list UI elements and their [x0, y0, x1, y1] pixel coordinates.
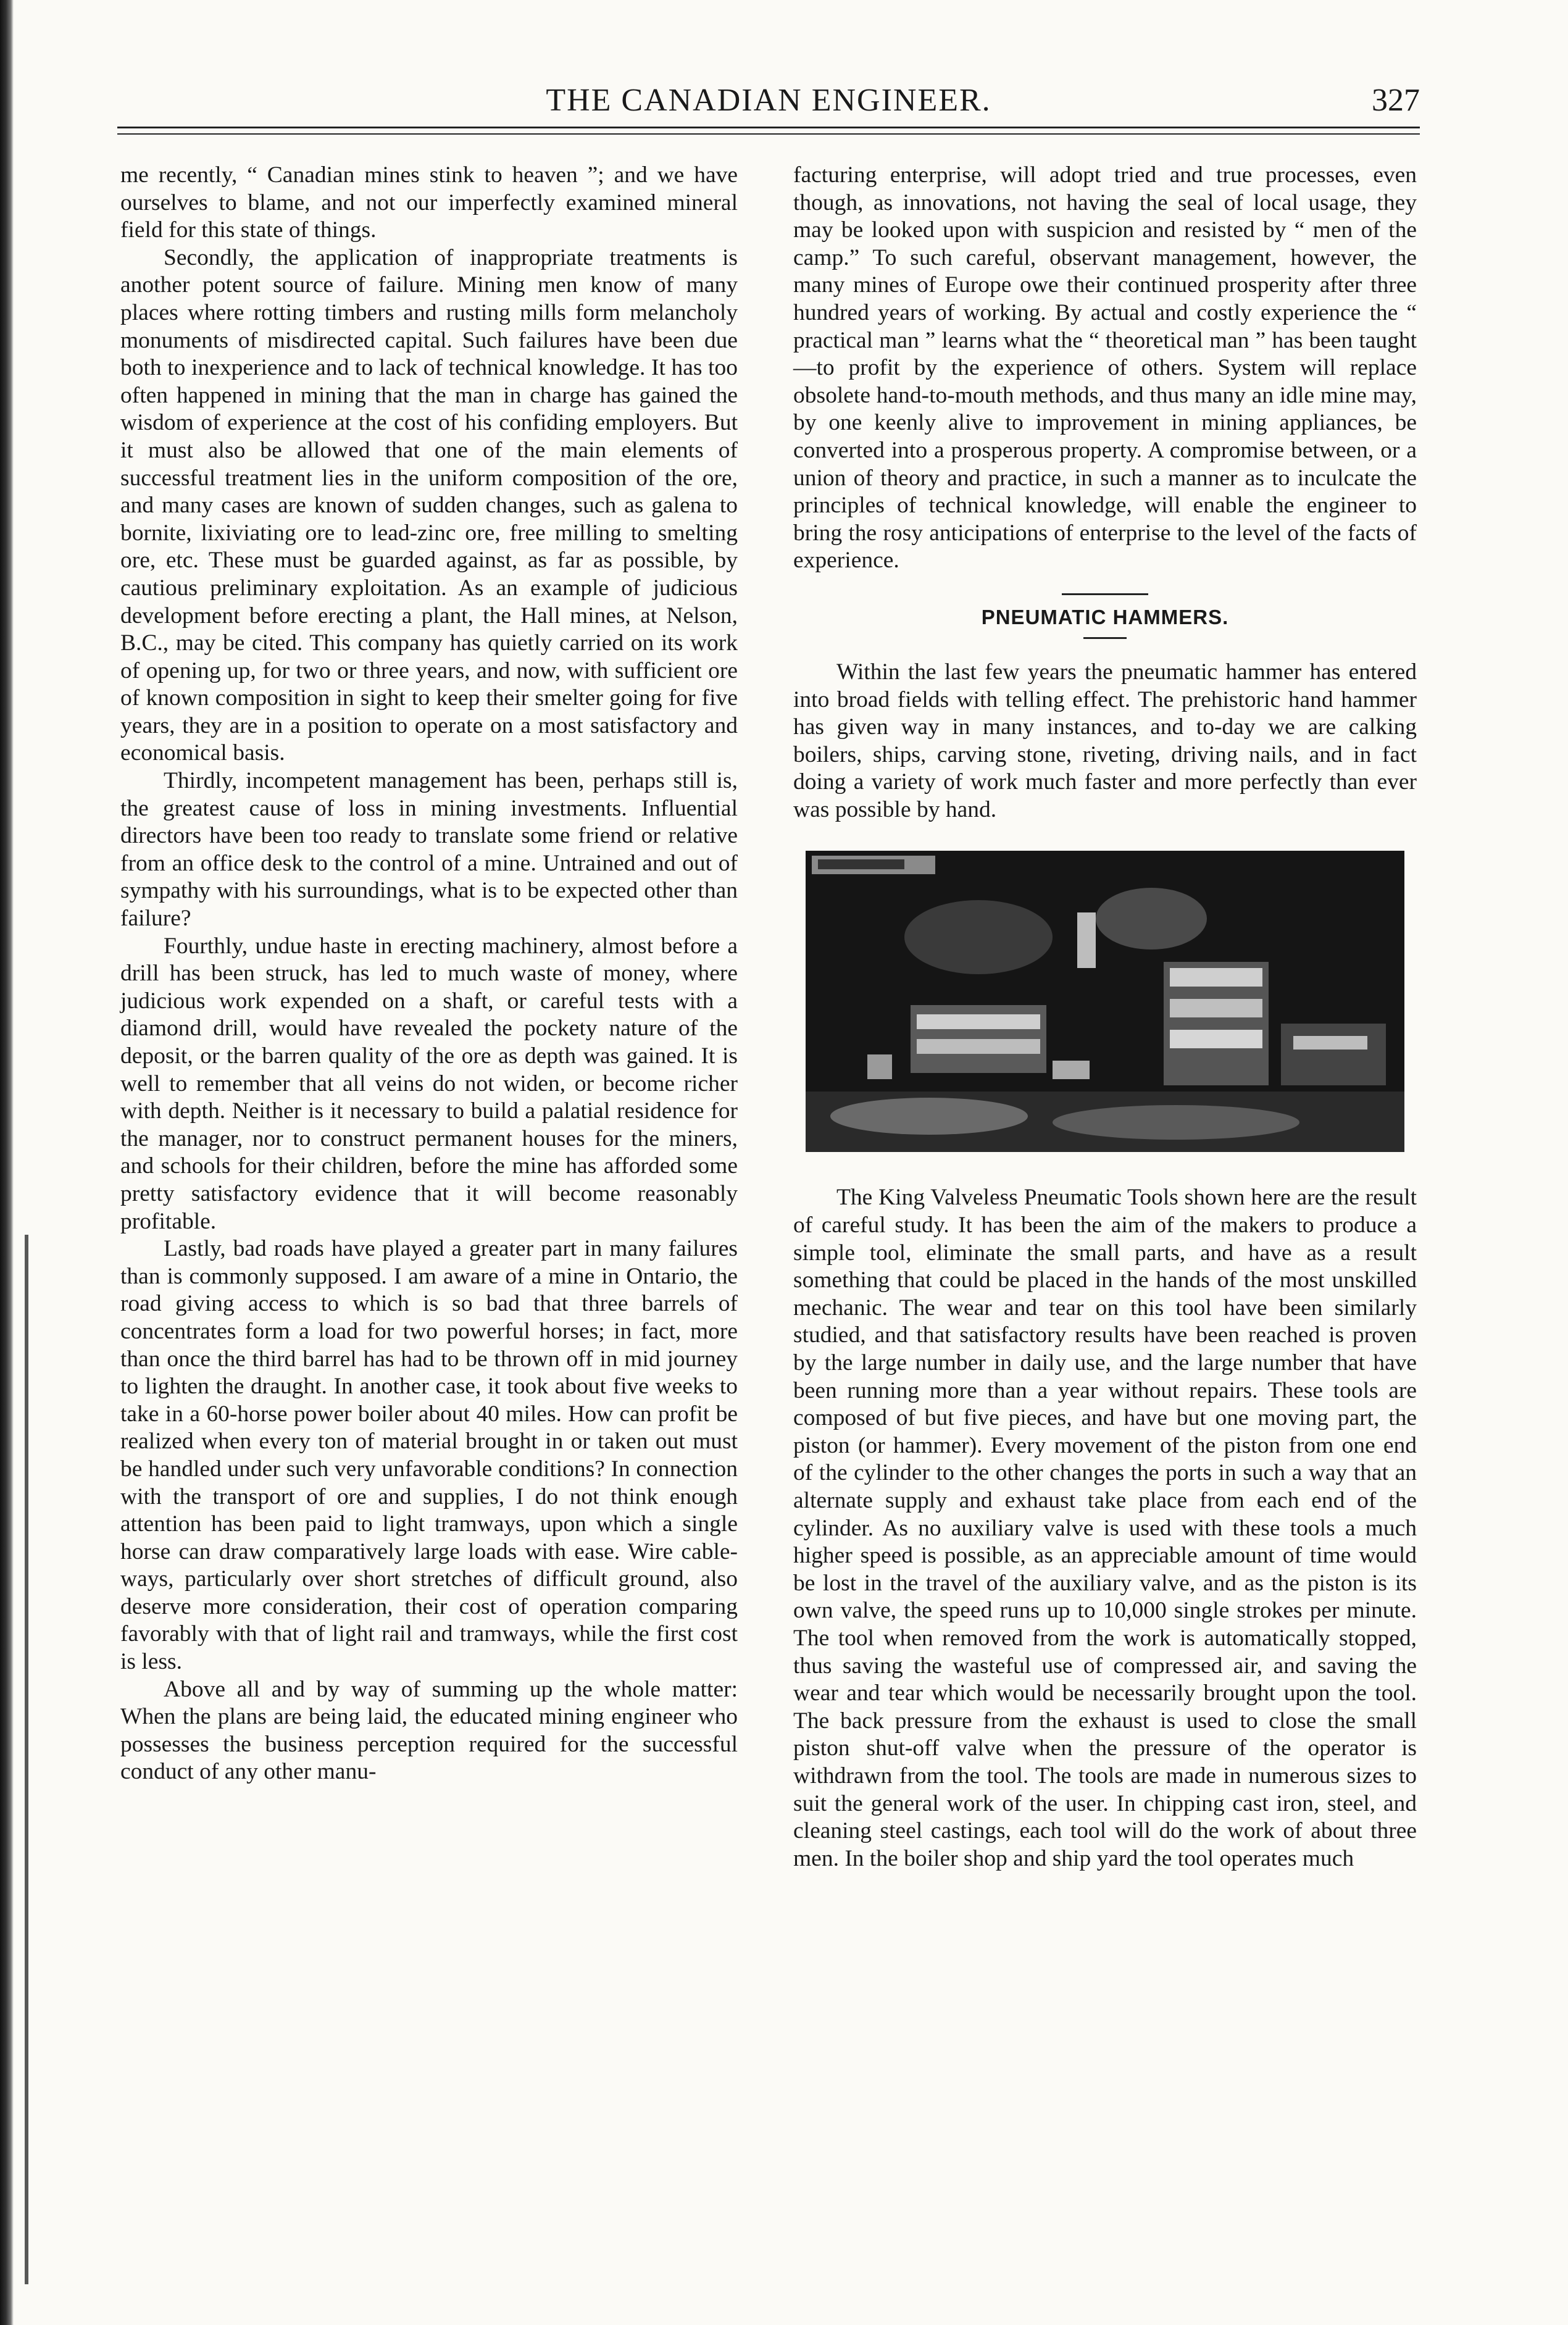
- paragraph: Above all and by way of summing up the whole matter: When the plans are being laid, the educated mining engineer who possesses the business perception required for the successful conduct of any other manu-: [120, 1676, 738, 1785]
- journal-title: THE CANADIAN ENGINEER.: [546, 83, 991, 118]
- paragraph: The King Valveless Pneumatic Tools shown here are the result of careful study. It has been the aim of the makers to produce a simple tool, eliminate the small parts, and have as a result something that could be placed in the hands of the most unskilled mechanic. The wear and tear on this tool have been similarly studied, and that satisfactory results have been reached is proven by the large number in daily use, and the large number that have been running more than a year without repairs. These tools are composed of but five pieces, and have but one moving part, the piston (or hammer). Every movement of the piston from one end of the cylinder to the other changes the ports in such a way that an alternate supply and exhaust take place from each end of the cylinder. As no auxiliary valve is used with these tools a much higher speed is possible, as an appreciable amount of time would be lost in the travel of the auxiliary valve, and as the piston is its own valve, the speed runs up to 10,000 single strokes per minute. The tool when removed from the work is automatically stopped, thus saving the wasteful use of compressed air, and saving the wear and tear which would be necessarily brought upon the tool. The back pressure from the exhaust is used to close the small piston shut-off valve when the pressure of the operator is withdrawn from the tool. The tools are made in numerous sizes to suit the general work of the user. In chipping cast iron, steel, and cleaning steel castings, each tool will do the work of about three men. In the boiler shop and ship yard the tool operates much: [793, 1185, 1417, 1871]
- paragraph: Within the last few years the pneumatic hammer has entered into broad fields with telling effect. The prehistoric hand hammer has given way in many instances, and to-day we are calking boilers, ships, carving stone, riveting, driving nails, and in fact doing a variety of work much faster and more perfectly than ever was possible by hand.: [793, 659, 1417, 822]
- paragraph: Thirdly, incompetent management has been, perhaps still is, the greatest cause of loss in mining investments. Influential directors have been too ready to translate some friend or relative from an office desk to the control of a mine. Untrained and out of sympathy with his surroundings, what is to be expected other than failure?: [120, 768, 738, 932]
- paragraph: Lastly, bad roads have played a greater part in many failures than is commonly supposed. I am aware of a mine in Ontario, the road giving access to which is so bad that three barrels of concentrates form a load for two powerful horses; in fact, more than once the third barrel has had to be thrown off in mid journey to lighten the draught. In another case, it took about five weeks to take in a 60-horse power boiler about 40 miles. How can profit be realized when every ton of material brought in or taken out must be handled under such very unfavorable conditions? In connection with the transport of ore and supplies, I do not think enough attention has been paid to light tramways, upon which a single horse can draw comparatively large loads with ease. Wire cable-ways, particularly over short stretches of difficult ground, also deserve more consideration, their cost of operation comparing favorably with that of light rail and tramways, while the first cost is less.: [120, 1236, 738, 1675]
- paragraph: me recently, “ Canadian mines stink to heaven ”; and we have ourselves to blame, and not our imperfectly examined mineral field for this state of things.: [120, 162, 738, 243]
- section-heading: PNEUMATIC HAMMERS.: [981, 605, 1229, 628]
- paragraph: facturing enterprise, will adopt tried and true processes, even though, as innovations, not having the seal of local usage, they may be looked upon with suspicion and resisted by “ men of the camp.” To such careful, observant management, however, the many mines of Europe owe their continued prosperity after three hundred years of working. By actual and costly experience the “ practical man ” learns what the “ theoretical man ” has been taught—to profit by the experience of others. System will replace obsolete hand-to-mouth methods, and thus many an idle mine may, by one keenly alive to improvement in mining appliances, be converted into a prosperous property. A compromise between, or a union of theory and practice, in such a manner as to inculcate the principles of technical knowledge, will enable the engineer to bring the rosy anticipations of enterprise to the level of the facts of experience.: [793, 162, 1417, 574]
- paragraph: Fourthly, undue haste in erecting machinery, almost before a drill has been struck, has led to much waste of money, where judicious work expended on a shaft, or careful tests with a diamond drill, would have revealed the pockety nature of the deposit, or the barren quality of the ore as depth was gained. It is well to remember that all veins do not widen, or become richer with depth. Neither is it necessary to build a palatial residence for the manager, nor to construct permanent houses for the miners, and schools for their children, before the mine has afforded some pretty satisfactory evidence that it will become reasonably profitable.: [120, 933, 738, 1234]
- scan-edge: [0, 0, 14, 2325]
- header-rule-bottom: [117, 133, 1420, 135]
- page-number: 327: [1372, 83, 1420, 118]
- left-column: [120, 162, 738, 1786]
- section-divider: [1062, 593, 1148, 595]
- section-divider: [1083, 637, 1127, 639]
- right-column: [793, 162, 1417, 1872]
- page-header: [117, 79, 1420, 122]
- paragraph: Secondly, the application of inappropriate treatments is another potent source of failure. Mining men know of many places where rotting timbers and rusting mills form melancholy monuments of misdirected capital. Such failures have been due both to inexperience and to lack of technical knowledge. It has too often happened in mining that the man in charge has gained the wisdom of experience at the cost of his confiding employers. But it must also be allowed that one of the main elements of successful treatment lies in the uniform composition of the ore, and many cases are known of sudden changes, such as galena to bornite, lixiviating ore to lead-zinc ore, free milling to smelting ore, etc. These must be guarded against, as far as possible, by cautious preliminary exploitation. As an example of judicious development before erecting a plant, the Hall mines, at Nelson, B.C., may be cited. This company has quietly carried on its work of opening up, for two or three years, and now, with sufficient ore of known composition in sight to keep their smelter going for five years, they are in a position to operate on a most satisfactory and economical basis.: [120, 244, 738, 766]
- header-rule-top: [117, 127, 1420, 128]
- scan-mark: [25, 1235, 28, 2284]
- photo-pneumatic-tools: [806, 851, 1404, 1152]
